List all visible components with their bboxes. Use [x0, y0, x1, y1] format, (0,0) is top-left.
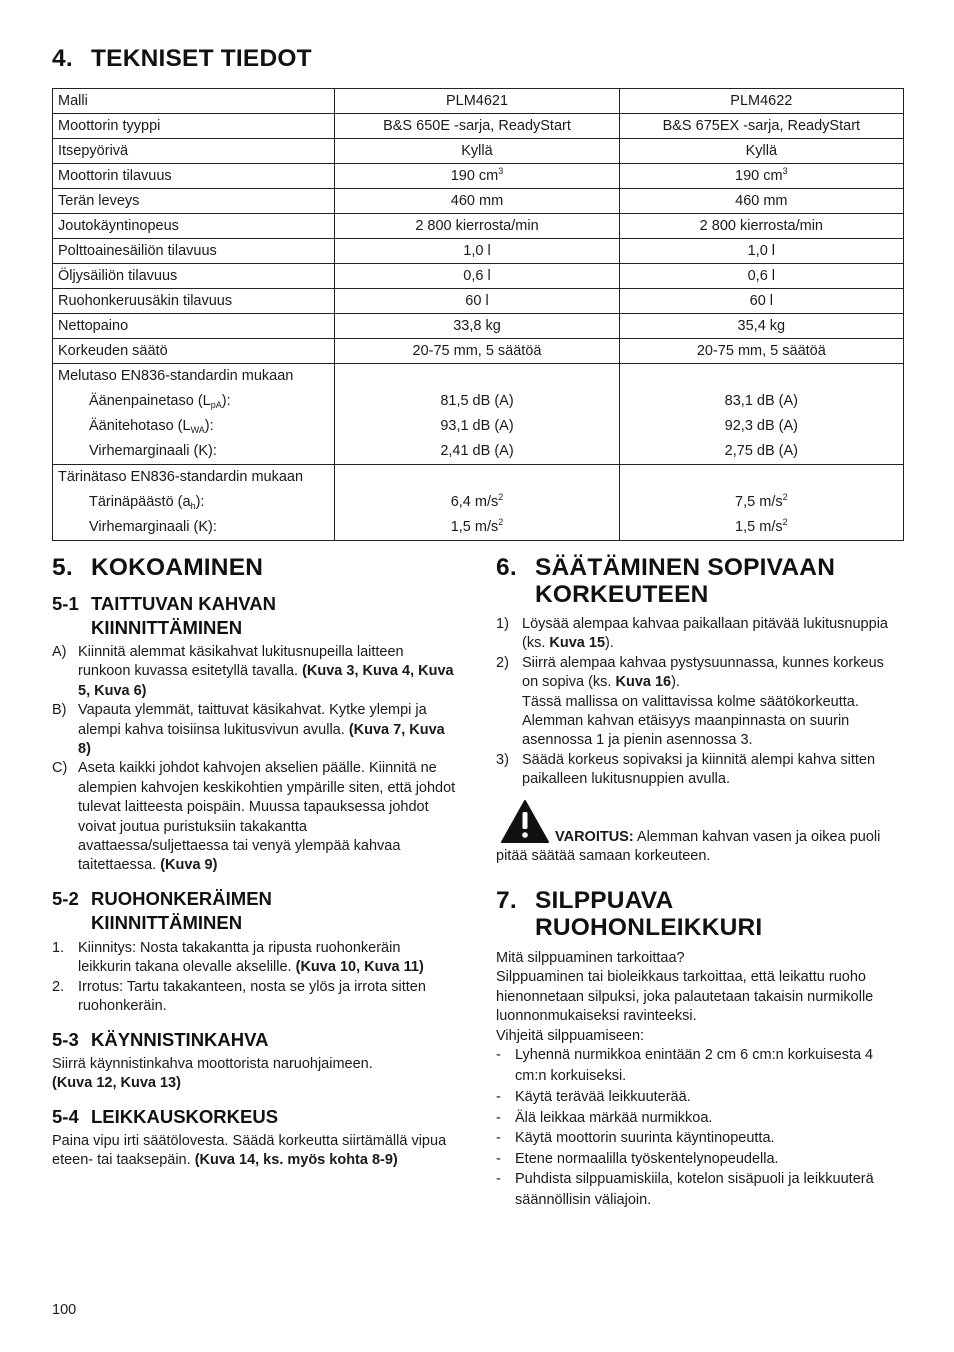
superscript: 2 [498, 492, 504, 502]
table-cell: 35,4 kg [619, 314, 903, 339]
list-marker: 2. [52, 978, 65, 995]
table-header-row [53, 89, 904, 114]
noise-error-value: 2,75 dB (A) [724, 443, 798, 459]
list-item [52, 701, 457, 759]
subsection-5-3-heading [52, 1028, 268, 1052]
section-title [535, 887, 762, 941]
item-text: Käytä moottorin suurinta käyntinopeutta. [515, 1130, 775, 1146]
table-cell: Nettopaino [53, 314, 335, 339]
item-text: ). [671, 674, 680, 691]
title-line: KORKEUTEEN [535, 581, 709, 608]
superscript: 3 [498, 166, 504, 176]
figure-reference: Kuva 16 [615, 674, 672, 691]
table-row [53, 339, 904, 364]
label-text: ): [221, 393, 231, 409]
list-marker: 1) [496, 616, 509, 632]
item-text: Irrotus: Tartu takakanteen, nosta se ylös ja irrota sitten ruohonkeräin. [78, 978, 426, 1015]
noise-power-label [58, 414, 329, 439]
table-cell: Polttoainesäiliön tilavuus [53, 239, 335, 264]
intro-text: Silppuaminen tai bioleikkaus tarkoittaa, että leikattu ruoho hienonnetaan silpuksi, joka palautetaan takaisin nurmikolle luonnonmukaiseksi ravinteeksi. [496, 969, 874, 1025]
unit-text: m/s [474, 494, 499, 510]
table-cell: Moottorin tyyppi [53, 114, 335, 139]
table-row [53, 214, 904, 239]
section-title: TEKNISET TIEDOT [91, 45, 312, 72]
table-cell [619, 465, 903, 541]
table-cell: Moottorin tilavuus [53, 164, 335, 189]
table-cell: 0,6 l [335, 264, 619, 289]
warning-label: VAROITUS: [555, 829, 634, 845]
list-marker: 1. [52, 940, 65, 956]
table-cell [335, 164, 619, 189]
table-cell [619, 364, 903, 465]
subsection-5-2-heading [52, 887, 272, 935]
subsection-5-1-heading [52, 592, 276, 640]
section-number: 5. [52, 554, 73, 581]
subsection-title [91, 592, 276, 640]
noise-pressure-label [58, 389, 329, 414]
item-text: Käytä terävää leikkuuterää. [515, 1089, 691, 1105]
subsection-title: LEIKKAUSKORKEUS [91, 1106, 279, 1127]
table-row [53, 264, 904, 289]
paragraph-text: Siirrä käynnistinkahva moottorista naruohjaimeen. [52, 1056, 373, 1072]
item-text: ). [605, 635, 614, 652]
section-7-heading [496, 887, 762, 941]
item-text: Säädä korkeus sopivaksi ja kiinnitä alempi kahva sitten paikalleen lukitusnuppien avulla. [522, 751, 876, 788]
table-cell: 33,8 kg [335, 314, 619, 339]
table-cell: PLM4622 [619, 89, 903, 114]
list-item [496, 751, 901, 790]
list-marker: C) [52, 760, 68, 777]
vibration-error-label: Virhemarginaali (K): [89, 519, 217, 535]
intro-question: Mitä silppuaminen tarkoittaa? [496, 950, 685, 966]
list-item [496, 1108, 906, 1129]
item-text: Löysää alempaa kahvaa paikallaan pitävää lukitusnuppia (ks. [522, 616, 888, 652]
tips-heading: Vihjeitä silppuamiseen: [496, 1027, 645, 1044]
table-cell: 20-75 mm, 5 säätöä [335, 339, 619, 364]
table-cell: 60 l [335, 289, 619, 314]
table-cell: Itsepyörivä [53, 139, 335, 164]
value-text: 1,5 [735, 519, 760, 535]
handle-adjust-steps-list [496, 615, 901, 790]
section-number: 4. [52, 45, 73, 72]
subsection-number: 5-1 [52, 593, 79, 614]
figure-reference: (Kuva 14, ks. myös kohta 8-9) [194, 1152, 398, 1169]
subscript: WA [190, 425, 205, 435]
list-marker: - [496, 1171, 501, 1187]
unit-text: m/s [474, 519, 499, 535]
table-cell: 60 l [619, 289, 903, 314]
page-number: 100 [52, 1302, 77, 1318]
table-cell: Joutokäyntinopeus [53, 214, 335, 239]
table-cell: 0,6 l [619, 264, 903, 289]
list-item [52, 643, 457, 701]
table-cell: Öljysäiliön tilavuus [53, 264, 335, 289]
value-text: 1,5 [450, 519, 475, 535]
section-6-heading [496, 554, 835, 608]
vibration-value [340, 490, 613, 515]
noise-pressure-value: 83,1 dB (A) [724, 393, 798, 409]
table-row [53, 239, 904, 264]
mulching-intro [496, 949, 906, 1046]
item-text: Aseta kaikki johdot kahvojen akselien päälle. Kiinnitä ne alempien kahvojen keskikohtien ympärille siten, että johdot tulevat laitteesta poispäin. Muussa tapauksessa johdot voivat joutua puristuksiin takakantta avattaessa/suljettaessa tai venyä ylempää kahvaa taitettaessa. [78, 760, 456, 874]
item-text: Siirrä alempaa kahvaa pystysuunnassa, kunnes korkeus on sopiva (ks. [522, 654, 884, 691]
list-marker: - [496, 1150, 501, 1167]
figure-reference: (Kuva 3, Kuva 4, Kuva 5, Kuva 6) [78, 663, 454, 699]
figure-reference: Kuva 15 [549, 635, 606, 652]
item-text: Kiinnitä alemmat käsikahvat lukitusnupeilla laitteen runkoon kuvassa esitetyllä tavalla. [78, 644, 404, 680]
table-row [53, 164, 904, 189]
label-text: Äänenpainetaso (L [89, 393, 211, 409]
grass-catcher-steps-list [52, 939, 457, 1017]
list-marker: 2) [496, 654, 509, 671]
cutting-height-paragraph [52, 1132, 462, 1171]
table-cell [335, 465, 619, 541]
table-cell: B&S 675EX -sarja, ReadyStart [619, 114, 903, 139]
subsection-number: 5-3 [52, 1029, 79, 1050]
noise-power-value: 92,3 dB (A) [724, 418, 798, 434]
mulching-tips-list [496, 1045, 906, 1210]
vibration-value-label [58, 490, 329, 515]
table-cell: Terän leveys [53, 189, 335, 214]
section-title: KOKOAMINEN [91, 554, 264, 581]
vibration-error-value [340, 515, 613, 540]
table-cell: 460 mm [619, 189, 903, 214]
table-cell: 1,0 l [619, 239, 903, 264]
title-line: TAITTUVAN KAHVAN [91, 593, 276, 614]
list-marker: - [496, 1130, 501, 1146]
item-text: Etene normaalilla työskentelynopeudella. [515, 1150, 779, 1167]
table-cell: Ruohonkeruusäkin tilavuus [53, 289, 335, 314]
section-5-heading [52, 554, 263, 581]
subscript: h [190, 501, 196, 511]
title-line: KIINNITTÄMINEN [91, 912, 243, 933]
list-marker: B) [52, 702, 67, 719]
value-text: 7,5 [735, 494, 760, 510]
title-line: RUOHONLEIKKURI [535, 914, 763, 941]
label-text: Tärinäpäästö (a [89, 494, 191, 510]
subsection-number: 5-2 [52, 888, 79, 909]
title-line: RUOHONKERÄIMEN [91, 888, 272, 909]
noise-heading: Melutaso EN836-standardin mukaan [58, 368, 294, 384]
table-cell: 2 800 kierrosta/min [619, 214, 903, 239]
superscript: 3 [782, 166, 788, 176]
list-marker: 3) [496, 751, 509, 768]
cell-value: 190 cm [735, 168, 783, 184]
subscript: pA [210, 400, 222, 410]
item-text: Tässä mallissa on valittavissa kolme säätökorkeutta. Alemman kahvan etäisyys maanpinnasta on suurin asennossa 1 ja pienin asennossa 3. [522, 693, 859, 749]
noise-error-value: 2,41 dB (A) [440, 443, 514, 459]
list-item [496, 1169, 906, 1210]
table-cell: 20-75 mm, 5 säätöä [619, 339, 903, 364]
unit-text: m/s [759, 494, 783, 510]
table-cell: 460 mm [335, 189, 619, 214]
table-cell: 2 800 kierrosta/min [335, 214, 619, 239]
table-cell [53, 364, 335, 465]
assembly-steps-list [52, 643, 457, 876]
item-text: Älä leikkaa märkää nurmikkoa. [515, 1109, 713, 1126]
list-item [52, 759, 457, 875]
list-item [496, 1128, 906, 1149]
table-cell: Kyllä [335, 139, 619, 164]
item-text: Kiinnitys: Nosta takakantta ja ripusta ruohonkeräin leikkurin takana olevalle akselille. [78, 940, 401, 976]
table-cell [619, 164, 903, 189]
vibration-error-value [625, 515, 898, 540]
specification-table [52, 88, 904, 541]
warning-text: Alemman kahvan vasen ja oikea puoli pitää säätää samaan korkeuteen. [496, 829, 881, 865]
list-marker: - [496, 1089, 501, 1105]
noise-error-label: Virhemarginaali (K): [89, 443, 217, 459]
list-item [496, 1045, 906, 1087]
table-cell [335, 364, 619, 465]
list-item [52, 978, 457, 1017]
list-item [496, 1149, 906, 1170]
table-cell [53, 465, 335, 541]
starter-handle-paragraph [52, 1055, 462, 1094]
section-number: 6. [496, 554, 517, 581]
table-cell: Korkeuden säätö [53, 339, 335, 364]
list-marker: - [496, 1109, 501, 1126]
section-4-heading [52, 45, 312, 72]
table-row [53, 314, 904, 339]
item-text: Vapauta ylemmät, taittuvat käsikahvat. Kytke ylempi ja alempi kahva toisiinsa lukitusvivun avulla. [78, 702, 427, 738]
list-marker: - [496, 1047, 501, 1063]
list-item [52, 939, 457, 978]
subsection-title: KÄYNNISTINKAHVA [91, 1029, 269, 1050]
superscript: 2 [782, 492, 788, 502]
subsection-title [91, 887, 272, 935]
table-cell: B&S 650E -sarja, ReadyStart [335, 114, 619, 139]
noise-power-value: 93,1 dB (A) [440, 418, 514, 434]
cell-value: 190 cm [450, 168, 499, 184]
vibration-value [625, 490, 898, 515]
table-cell: 1,0 l [335, 239, 619, 264]
item-text: Puhdista silppuamiskiila, kotelon sisäpuoli ja leikkuuterä säännöllisin väliajoin. [515, 1171, 874, 1208]
list-marker: A) [52, 644, 67, 660]
superscript: 2 [498, 517, 504, 527]
title-line: SILPPUAVA [535, 887, 674, 914]
section-number: 7. [496, 887, 517, 914]
table-cell: Malli [53, 89, 335, 114]
subsection-5-4-heading [52, 1105, 278, 1129]
label-text: ): [204, 418, 214, 434]
subsection-number: 5-4 [52, 1106, 79, 1127]
list-item [496, 615, 901, 654]
table-row [53, 139, 904, 164]
table-cell: Kyllä [619, 139, 903, 164]
section-title [535, 554, 835, 608]
warning-paragraph [496, 828, 906, 867]
superscript: 2 [782, 517, 788, 527]
paragraph-text: Paina vipu irti säätölovesta. Säädä korkeutta siirtämällä vipua eteen- tai taaksepäin. [52, 1133, 447, 1169]
value-text: 6,4 [450, 494, 475, 510]
figure-reference: (Kuva 12, Kuva 13) [52, 1075, 181, 1092]
title-line: SÄÄTÄMINEN SOPIVAAN [535, 554, 836, 581]
figure-reference: (Kuva 9) [160, 857, 218, 874]
table-row [53, 189, 904, 214]
table-row [53, 289, 904, 314]
figure-reference: (Kuva 10, Kuva 11) [295, 959, 424, 976]
noise-pressure-value: 81,5 dB (A) [440, 393, 514, 409]
label-text: Äänitehotaso (L [89, 418, 191, 434]
table-row-noise [53, 364, 904, 465]
vibration-heading: Tärinätaso EN836-standardin mukaan [58, 469, 304, 485]
table-row [53, 114, 904, 139]
title-line: KIINNITTÄMINEN [91, 617, 243, 638]
label-text: ): [195, 494, 205, 510]
item-text: Lyhennä nurmikkoa enintään 2 cm 6 cm:n korkuisesta 4 cm:n korkuiseksi. [515, 1047, 874, 1084]
figure-reference: (Kuva 7, Kuva 8) [78, 721, 445, 758]
table-cell: PLM4621 [335, 89, 619, 114]
unit-text: m/s [759, 519, 783, 535]
list-item [496, 654, 901, 751]
list-item [496, 1087, 906, 1108]
table-row-vibration [53, 465, 904, 541]
